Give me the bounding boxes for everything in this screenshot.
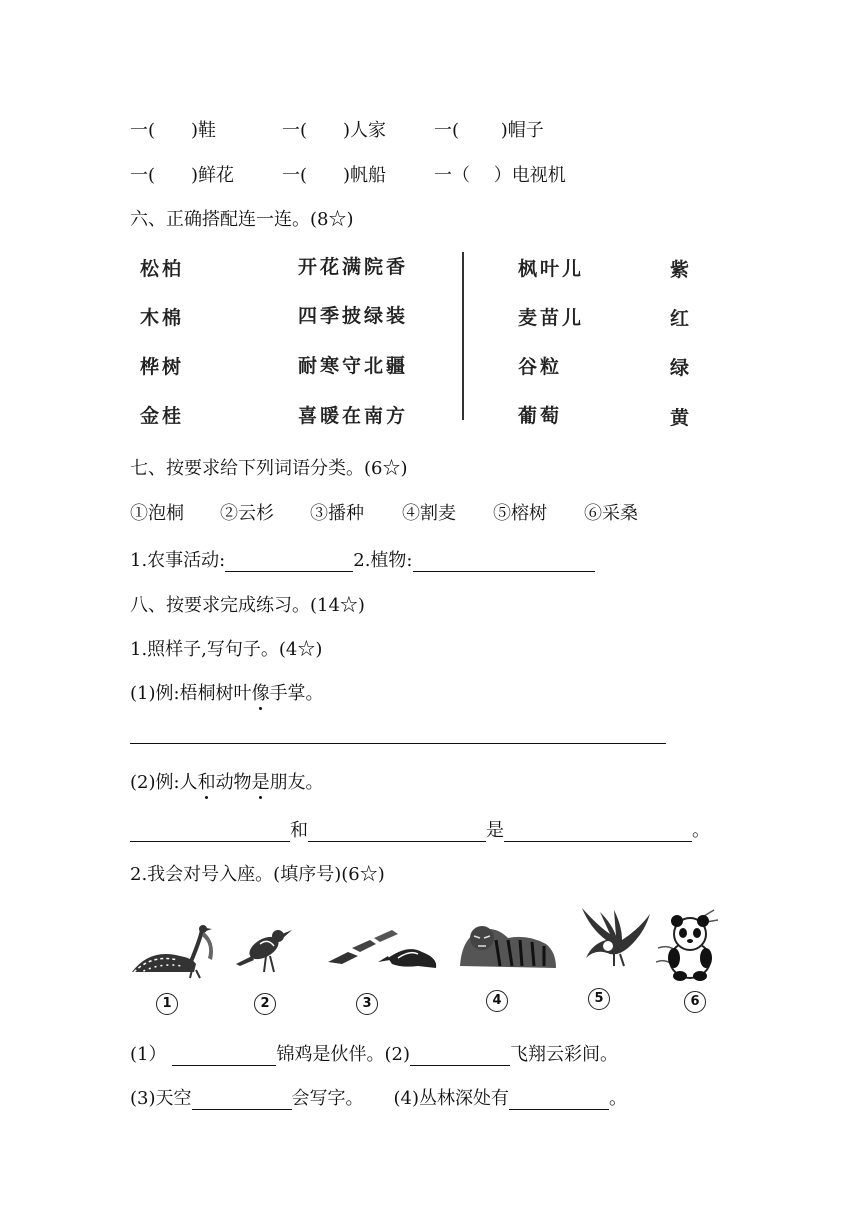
match-item[interactable]: 黄 [670, 407, 693, 429]
measure-item: 一（ ）电视机 [434, 165, 566, 186]
match-item[interactable]: 木棉 [140, 307, 185, 329]
word-item: ⑥采桑 [584, 503, 638, 524]
answer-blank[interactable] [410, 1047, 510, 1066]
match-item[interactable]: 四季披绿装 [298, 305, 409, 327]
match-item[interactable]: 红 [670, 308, 693, 330]
measure-item: 一( )人家 [282, 120, 387, 141]
emphasized-char: 像 [251, 683, 270, 704]
plant-blank[interactable] [413, 553, 595, 572]
match-item[interactable]: 桦树 [140, 356, 185, 378]
sentence-text: 锦鸡是伙伴。 [276, 1044, 385, 1065]
example-2 [130, 768, 324, 794]
example-text: 手掌。 [269, 683, 324, 704]
subsection-title: 2.我会对号入座。(填序号)(6☆) [130, 864, 385, 885]
word-item: ①泡桐 [130, 503, 184, 524]
animal-number: 1 [156, 993, 178, 1015]
answer-blank[interactable] [192, 1091, 292, 1110]
animal-number: 2 [254, 993, 276, 1015]
measure-item: 一( )鞋 [130, 120, 217, 141]
animal-number: 3 [356, 993, 378, 1015]
farm-activity-label: 1.农事活动: [130, 550, 226, 571]
sentence-row-2 [130, 1084, 627, 1110]
animal-number: 6 [684, 991, 706, 1013]
match-item[interactable]: 谷粒 [518, 356, 563, 378]
match-item[interactable]: 麦苗儿 [518, 307, 585, 329]
answer-blank[interactable] [130, 823, 290, 842]
example-text: 朋友。 [269, 772, 324, 793]
example-text: 动物 [215, 772, 252, 793]
match-item[interactable]: 枫叶儿 [518, 258, 585, 280]
answer-blank[interactable] [308, 823, 486, 842]
measure-row-1 [130, 116, 216, 142]
peacock-icon [130, 920, 220, 980]
sentence-text: 会写字。 [291, 1088, 364, 1109]
match-item[interactable]: 耐寒守北疆 [298, 355, 409, 377]
match-item[interactable]: 喜暖在南方 [298, 405, 409, 427]
sentence-text: (3)天空 [130, 1088, 192, 1109]
measure-item: 一( )帽子 [434, 120, 544, 141]
match-item[interactable]: 紫 [670, 259, 693, 281]
geese-icon [318, 922, 442, 974]
sentence-text: (1） [130, 1044, 167, 1065]
measure-row-2 [130, 161, 234, 187]
measure-item: 一( )鲜花 [130, 165, 235, 186]
farm-activity-blank[interactable] [225, 553, 353, 572]
section7-title: 七、按要求给下列词语分类。(6☆) [130, 458, 408, 479]
fill-text: 和 [290, 820, 308, 841]
section6-title: 六、正确搭配连一连。(8☆) [130, 209, 354, 230]
fill-sentence [130, 816, 710, 842]
animal-number: 5 [588, 988, 610, 1010]
divider [462, 252, 464, 420]
fill-text: 。 [692, 820, 710, 841]
subsection-title: 1.照样子,写句子。(4☆) [130, 639, 323, 660]
sentence-text: (4)丛林深处有 [393, 1088, 509, 1109]
emphasized-char: 是 [251, 772, 270, 793]
sentence-text: 。 [609, 1088, 627, 1109]
section8-title: 八、按要求完成练习。(14☆) [130, 595, 365, 616]
plant-label: 2.植物: [353, 550, 413, 571]
fill-text: 是 [486, 820, 504, 841]
word-item: ④割麦 [402, 503, 456, 524]
tiger-icon [456, 916, 560, 972]
example-text: (1)例:梧桐树叶 [130, 683, 252, 704]
sentence-text: 飞翔云彩间。 [509, 1044, 618, 1065]
bird-icon [234, 922, 294, 974]
answer-blank[interactable] [509, 1091, 609, 1110]
panda-icon [656, 908, 724, 984]
example-1 [130, 679, 324, 705]
example-text: (2)例:人 [130, 772, 198, 793]
match-item[interactable]: 金桂 [140, 405, 185, 427]
word-item: ③播种 [310, 503, 364, 524]
match-item[interactable]: 葡萄 [518, 405, 563, 427]
sentence-text: (2) [384, 1044, 410, 1065]
word-item: ⑤榕树 [493, 503, 547, 524]
answer-line[interactable] [130, 743, 666, 744]
match-item[interactable]: 松柏 [140, 258, 185, 280]
emphasized-char: 和 [197, 772, 216, 793]
match-item[interactable]: 开花满院香 [298, 256, 409, 278]
answer-blank[interactable] [172, 1047, 276, 1066]
animal-number: 4 [486, 990, 508, 1012]
word-item: ②云杉 [220, 503, 274, 524]
eagle-icon [578, 904, 654, 974]
answer-blank[interactable] [504, 823, 692, 842]
sentence-row-1 [130, 1040, 618, 1066]
match-item[interactable]: 绿 [670, 357, 693, 379]
measure-item: 一( )帆船 [282, 165, 387, 186]
